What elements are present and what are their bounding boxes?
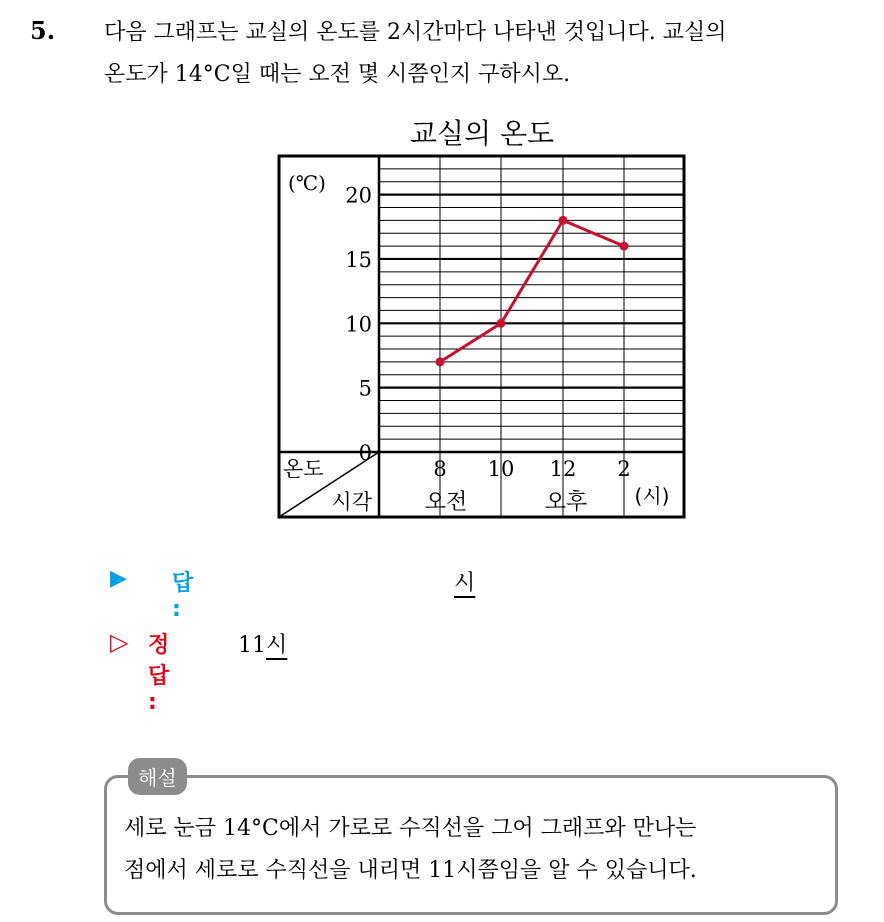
correct-answer-number: 11 <box>238 633 266 658</box>
correct-answer-value <box>238 628 287 659</box>
correct-answer-label: 정답 : <box>148 633 170 715</box>
x-tick-label: 2 <box>617 457 631 481</box>
x-unit-label: (시) <box>634 484 670 508</box>
explanation-line-1: 세로 눈금 14°C에서 가로로 수직선을 그어 그래프와 만나는 <box>124 816 697 841</box>
y-tick-label: 0 <box>358 441 372 465</box>
y-tick-label: 20 <box>345 183 372 208</box>
x-tick-labels <box>433 457 630 481</box>
explanation-text <box>124 808 834 892</box>
question-number: 5. <box>30 16 56 45</box>
data-point <box>559 216 568 225</box>
y-unit-label: (℃) <box>288 171 326 195</box>
play-triangle-icon: ▶ <box>110 566 127 591</box>
x-tick-label: 10 <box>487 457 515 481</box>
answer-input-unit[interactable]: 시 <box>454 571 476 596</box>
data-point <box>497 319 506 328</box>
y-tick-label: 15 <box>345 247 372 272</box>
y-tick-label: 5 <box>358 376 372 401</box>
corner-label-temperature: 온도 <box>283 457 324 481</box>
series-temperature <box>436 216 629 367</box>
y-tick-label: 10 <box>345 312 372 337</box>
data-point <box>620 242 629 251</box>
y-tick-labels <box>345 184 372 465</box>
series-line <box>440 220 624 362</box>
x-tick-label: 12 <box>549 457 577 481</box>
period-label-pm: 오후 <box>544 490 588 515</box>
explanation-tag: 해설 <box>128 758 187 795</box>
period-label-am: 오전 <box>424 490 468 515</box>
correct-answer-unit: 시 <box>266 633 288 658</box>
data-point <box>436 357 445 366</box>
question-line-2: 온도가 14°C일 때는 오전 몇 시쯤인지 구하시오. <box>104 62 571 87</box>
chart-grid <box>379 156 684 517</box>
x-tick-label: 8 <box>433 457 447 481</box>
outline-triangle-icon: ▷ <box>110 628 129 656</box>
corner-label-time: 시각 <box>331 490 372 514</box>
answer-label: 답 : <box>172 571 194 622</box>
chart-title: 교실의 온도 <box>409 117 555 150</box>
question-line-1: 다음 그래프는 교실의 온도를 2시간마다 나타낸 것입니다. 교실의 <box>104 20 727 45</box>
explanation-line-2: 점에서 세로로 수직선을 내리면 11시쯤임을 알 수 있습니다. <box>124 858 697 883</box>
